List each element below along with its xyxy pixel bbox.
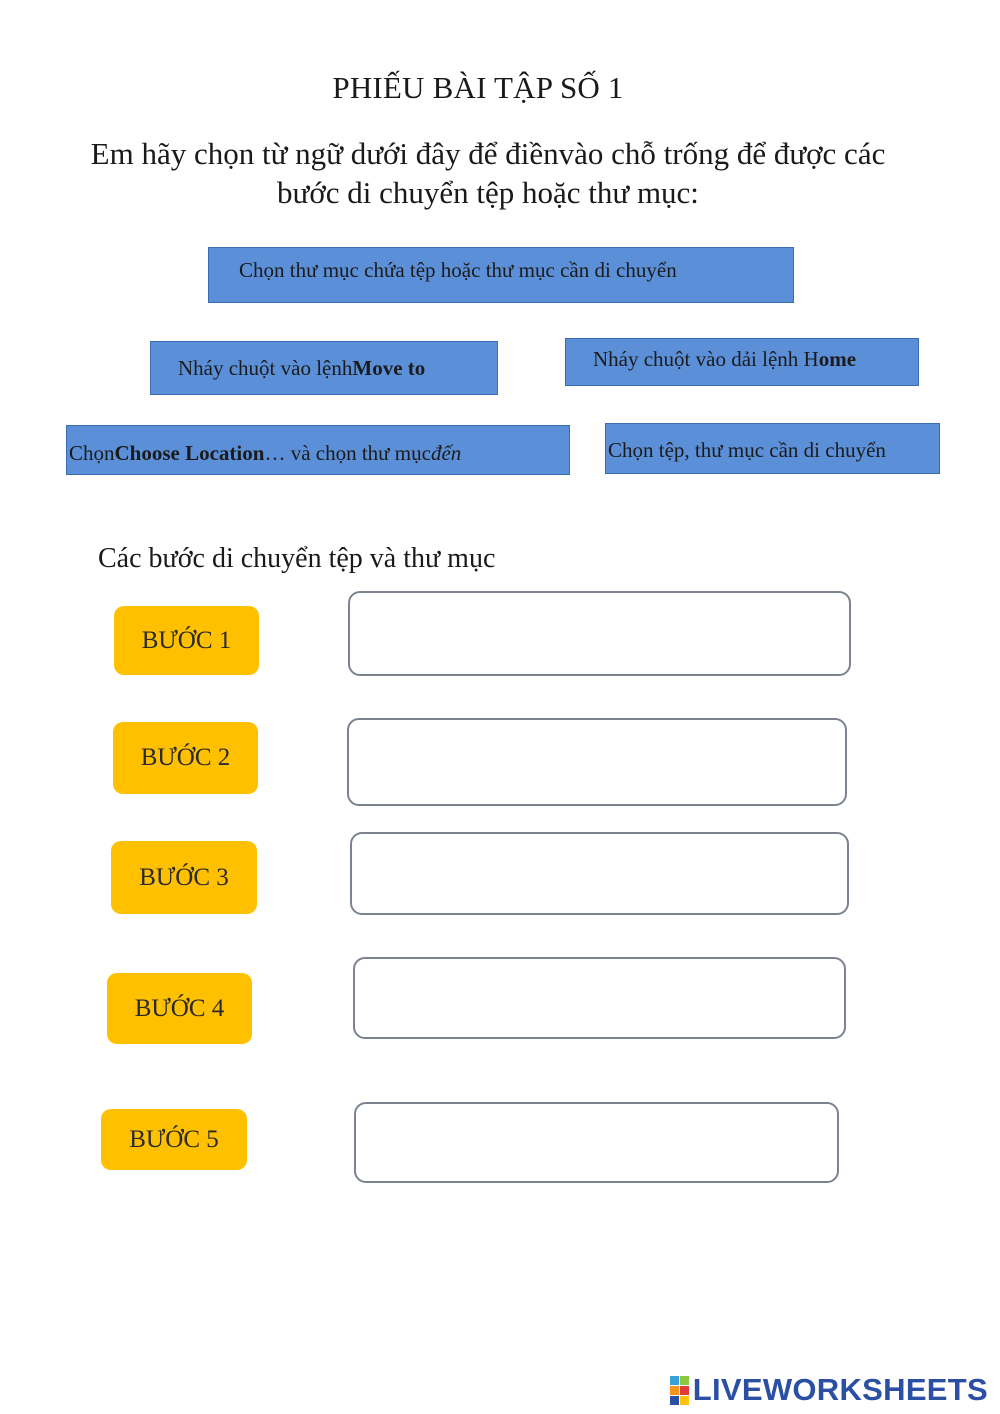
option-label-bold: Choose Location (114, 440, 265, 465)
option-card-home-ribbon[interactable] (565, 338, 919, 386)
step-badge-3: BƯỚC 3 (111, 841, 257, 914)
option-card-choose-location[interactable] (66, 425, 570, 475)
instruction-line-1: Em hãy chọn từ ngữ dưới đây để điềnvào chỗ trống để được các (90, 136, 886, 171)
answer-box-5[interactable] (354, 1102, 839, 1183)
step-badge-1: BƯỚC 1 (114, 606, 259, 675)
option-label: Chọn tệp, thư mục cần di chuyển (608, 438, 886, 462)
option-card-select-file[interactable] (605, 423, 940, 474)
section-title: Các bước di chuyển tệp và thư mục (98, 543, 496, 574)
instruction-line-2: bước di chuyển tệp hoặc thư mục: (277, 175, 699, 210)
instruction (40, 134, 936, 212)
answer-box-4[interactable] (353, 957, 846, 1039)
liveworksheets-logo (670, 1372, 988, 1408)
option-label-mid: … và chọn thư mục (264, 440, 431, 465)
option-label-prefix: Chọn (69, 440, 115, 465)
step-badge-4: BƯỚC 4 (107, 973, 252, 1044)
answer-box-2[interactable] (347, 718, 847, 806)
option-label-prefix: Nháy chuột vào lệnh (178, 355, 353, 380)
liveworksheets-logo-icon (670, 1376, 689, 1405)
option-card-select-source-folder[interactable] (208, 247, 794, 303)
step-badge-2: BƯỚC 2 (113, 722, 258, 794)
step-badge-5: BƯỚC 5 (101, 1109, 247, 1170)
option-card-move-to[interactable] (150, 341, 498, 395)
option-label: Chọn thư mục chứa tệp hoặc thư mục cần di chuyển (239, 258, 677, 282)
option-label-prefix: Nháy chuột vào dải lệnh H (593, 347, 819, 371)
option-label-bold: Move to (352, 355, 426, 380)
option-label-bold: ome (818, 347, 857, 371)
option-label-italic: đến (430, 440, 462, 465)
answer-box-3[interactable] (350, 832, 849, 915)
logo-text: LIVEWORKSHEETS (692, 1372, 988, 1407)
page-title: PHIẾU BÀI TẬP SỐ 1 (332, 70, 624, 105)
answer-box-1[interactable] (348, 591, 851, 676)
